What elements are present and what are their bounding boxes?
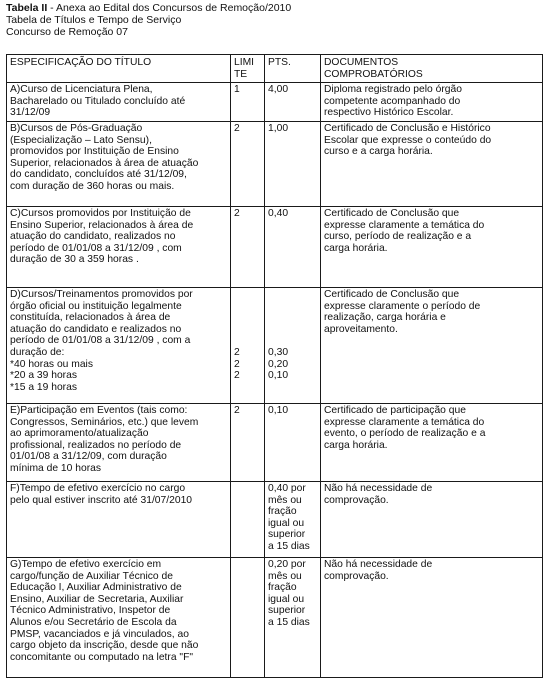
blank-line [234, 312, 261, 324]
blank-line [268, 335, 317, 347]
cell-text-line: LIMI [234, 57, 255, 68]
cell-text-line: Superior, relacionados à área de atuação [10, 157, 199, 169]
cell-text-line: constituída, relacionados à área de [10, 312, 171, 324]
cell-text-line: cargo/função de Auxiliar Técnico de [10, 570, 173, 582]
spec-cell [7, 403, 231, 481]
blank-line [234, 289, 261, 301]
titles-table [6, 54, 543, 678]
cell-text-line: respectivo Histórico Escolar. [324, 107, 454, 119]
cell-text-line: curso, período de realização e a [324, 231, 472, 243]
cell-text-line: Não há necessidade de [324, 558, 433, 570]
cell-text-line: 4,00 [268, 84, 289, 96]
docs-cell [321, 557, 543, 677]
cell-text-line: ao aprimoramento/atualização [10, 428, 149, 440]
cell-text-line: a 15 dias [268, 540, 310, 552]
cell-text-line: evento, o período de realização e a [324, 428, 486, 440]
cell-text-line: expresse claramente o período de [324, 300, 481, 312]
cell-text-line: atuação do candidato, realizados no [10, 231, 176, 243]
cell-text-line: (Especialização – Lato Sensu), [10, 134, 152, 146]
spec-cell [7, 206, 231, 287]
cell-text-line: período de 01/01/08 a 31/12/09 , com [10, 242, 182, 254]
cell-text-line: expresse claramente a temática do [324, 416, 485, 428]
blank-line [268, 312, 317, 324]
limite-cell [231, 481, 265, 557]
cell-text-line: C)Cursos promovidos por Instituição de [10, 207, 191, 219]
header-title-bold: Tabela II [6, 2, 48, 14]
cell-text-line: COMPROBATÓRIOS [324, 68, 423, 80]
cell-text-line: duração de: [10, 346, 65, 358]
cell-text-line: 0,10 [268, 370, 289, 382]
cell-text-line: 2 [234, 404, 240, 416]
cell-text-line: carga horária. [324, 439, 388, 451]
cell-text-line: 0,20 [268, 358, 289, 370]
table-row-b [7, 121, 543, 206]
cell-text-line: PMSP, vacanciados e já vinculados, ao [10, 628, 189, 640]
docs-cell [321, 403, 543, 481]
cell-text-line: PTS. [268, 57, 291, 68]
cell-text-line: 01/01/08 a 31/12/09, com duração [10, 451, 167, 463]
table-row-e [7, 403, 543, 481]
cell-text-line: 2 [234, 207, 240, 219]
pts-cell [265, 83, 321, 122]
cell-text-line: igual ou [268, 593, 305, 605]
pts-cell [265, 121, 321, 206]
cell-text-line: mínima de 10 horas [10, 462, 102, 474]
blank-line [268, 324, 317, 336]
table-row-c [7, 206, 543, 287]
cell-text-line: 2 [234, 370, 240, 382]
cell-text-line: 2 [234, 358, 240, 370]
cell-text-line: 0,10 [268, 404, 289, 416]
limite-cell [231, 83, 265, 122]
blank-line [234, 324, 261, 336]
cell-text-line: TE [234, 68, 248, 80]
cell-text-line: 1 [234, 84, 240, 96]
header-contest: Concurso de Remoção 07 [6, 26, 128, 38]
cell-text-line: Ensino, Auxiliar de Secretaria, Auxiliar [10, 593, 184, 605]
cell-text-line: Escolar que expresse o conteúdo do [324, 134, 492, 146]
column-header-pts [265, 55, 321, 83]
cell-text-line: DOCUMENTOS [324, 57, 399, 68]
limite-cell [231, 403, 265, 481]
cell-text-line: Certificado de Conclusão e Histórico [324, 122, 491, 134]
cell-text-line: 0,40 [268, 207, 289, 219]
docs-cell [321, 83, 543, 122]
cell-text-line: duração de 30 a 359 horas . [10, 254, 139, 266]
cell-text-line: promovidos por Instituição de Ensino [10, 146, 179, 158]
cell-text-line: E)Participação em Eventos (tais como: [10, 404, 188, 416]
cell-text-line: profissional, realizados no período de [10, 439, 182, 451]
cell-text-line: ESPECIFICAÇÃO DO TÍTULO [10, 57, 152, 68]
spec-cell [7, 287, 231, 403]
limite-cell [231, 206, 265, 287]
table-row-f [7, 481, 543, 557]
cell-text-line: mês ou [268, 494, 302, 506]
cell-text-line: a 15 dias [268, 616, 310, 628]
cell-text-line: 0,40 por [268, 482, 306, 494]
cell-text-line: curso e a carga horária. [324, 146, 433, 158]
blank-line [268, 289, 317, 301]
cell-text-line: competente acompanhado do [324, 95, 461, 107]
limite-cell [231, 557, 265, 677]
cell-text-line: Educação I, Auxiliar Administrativo de [10, 582, 182, 594]
spec-cell [7, 121, 231, 206]
spec-cell [7, 83, 231, 122]
cell-text-line: superior [268, 605, 306, 617]
cell-text-line: 2 [234, 122, 240, 134]
cell-text-line: Técnico Administrativo, Inspetor de [10, 605, 171, 617]
cell-text-line: atuação do candidato e realizados no [10, 323, 182, 335]
docs-cell [321, 287, 543, 403]
cell-text-line: *40 horas ou mais [10, 358, 93, 370]
table-row-g [7, 557, 543, 677]
cell-text-line: carga horária. [324, 242, 388, 254]
pts-cell [265, 206, 321, 287]
cell-text-line: concomitante ou computado na letra "F" [10, 651, 194, 663]
cell-text-line: igual ou [268, 517, 305, 529]
cell-text-line: expresse claramente a temática do [324, 219, 485, 231]
cell-text-line: cargo objeto da inscrição, desde que não [10, 640, 199, 652]
cell-text-line: fração [268, 506, 297, 518]
pts-cell [265, 403, 321, 481]
cell-text-line: Certificado de Conclusão que [324, 288, 460, 300]
cell-text-line: 0,30 [268, 346, 289, 358]
cell-text-line: Certificado de participação que [324, 404, 466, 416]
cell-text-line: 1,00 [268, 122, 289, 134]
cell-text-line: Ensino Superior, relacionados à área de [10, 219, 194, 231]
blank-line [234, 335, 261, 347]
cell-text-line: 2 [234, 346, 240, 358]
cell-text-line: B)Cursos de Pós-Graduação [10, 122, 143, 134]
cell-text-line: realização, carga horária e [324, 312, 446, 324]
cell-text-line: comprovação. [324, 494, 389, 506]
header-title-rest: - Anexa ao Edital dos Concursos de Remoção/2010 [47, 2, 292, 14]
limite-cell [231, 287, 265, 403]
cell-text-line: G)Tempo de efetivo exercício em [10, 558, 162, 570]
docs-cell [321, 121, 543, 206]
cell-text-line: período de 01/01/08 a 31/12/09 , com a [10, 335, 191, 347]
table-row-a [7, 83, 543, 122]
cell-text-line: Bacharelado ou Titulado concluído até [10, 95, 186, 107]
spec-cell [7, 481, 231, 557]
column-header-limite [231, 55, 265, 83]
header-subtitle: Tabela de Títulos e Tempo de Serviço [6, 14, 182, 26]
cell-text-line: do candidato, concluídos até 31/12/09, [10, 169, 187, 181]
cell-text-line: F)Tempo de efetivo exercício no cargo [10, 482, 186, 494]
limite-cell [231, 121, 265, 206]
cell-text-line: Certificado de Conclusão que [324, 207, 460, 219]
cell-text-line: 0,20 por [268, 558, 306, 570]
spec-cell [7, 557, 231, 677]
cell-text-line: *20 a 39 horas [10, 370, 77, 382]
table-header-row [7, 55, 543, 83]
cell-text-line: D)Cursos/Treinamentos promovidos por [10, 288, 193, 300]
cell-text-line: Não há necessidade de [324, 482, 433, 494]
cell-text-line: com duração de 360 horas ou mais. [10, 180, 175, 192]
cell-text-line: aproveitamento. [324, 323, 398, 335]
header-title [6, 2, 291, 14]
pts-cell [265, 557, 321, 677]
column-header-docs [321, 55, 543, 83]
cell-text-line: comprovação. [324, 570, 389, 582]
cell-text-line: pelo qual estiver inscrito até 31/07/2010 [10, 494, 193, 506]
cell-text-line: *15 a 19 horas [10, 381, 77, 393]
cell-text-line: Diploma registrado pelo órgão [324, 84, 462, 96]
table-row-d [7, 287, 543, 403]
pts-cell [265, 287, 321, 403]
cell-text-line: mês ou [268, 570, 302, 582]
cell-text-line: Congressos, Seminários, etc.) que levem [10, 416, 199, 428]
blank-line [234, 301, 261, 313]
column-header-spec [7, 55, 231, 83]
blank-line [268, 301, 317, 313]
cell-text-line: Alunos e/ou Secretário de Escola da [10, 616, 177, 628]
cell-text-line: fração [268, 582, 297, 594]
pts-cell [265, 481, 321, 557]
cell-text-line: superior [268, 529, 306, 541]
docs-cell [321, 481, 543, 557]
cell-text-line: órgão oficial ou instituição legalmente [10, 300, 182, 312]
cell-text-line: 31/12/09 [10, 107, 51, 119]
docs-cell [321, 206, 543, 287]
cell-text-line: A)Curso de Licenciatura Plena, [10, 84, 153, 96]
document-header [6, 2, 291, 38]
